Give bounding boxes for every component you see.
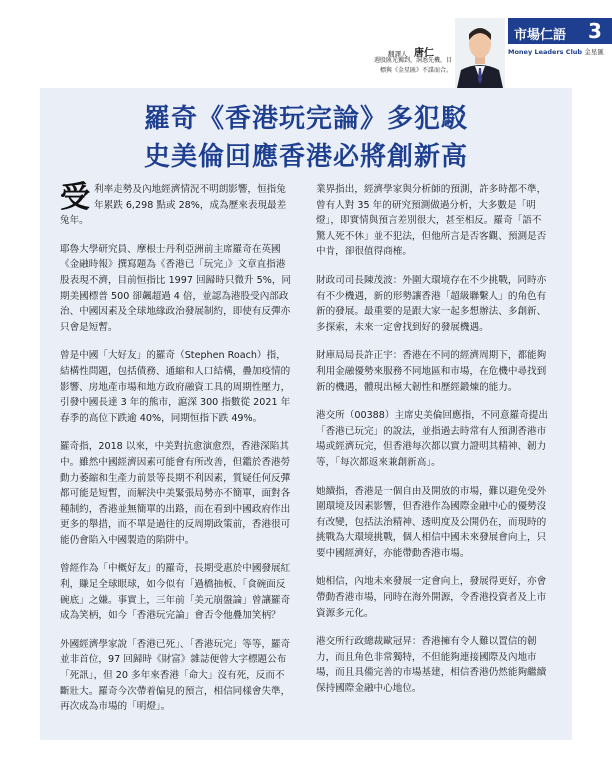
paragraph: 曾經作為「中概好友」的羅奇，長期受惠於中國發展紅利，賺足全球眼球，如今似有「過橋抽板、「食碗面反碗底」之嫌。事實上，三年前「美元崩盤論」曾讓羅奇成為笑柄，如今「香港玩完論」會否令他疊加笑柄？ [60, 563, 291, 622]
page-number: 3 [588, 19, 602, 43]
title-line-1: 羅奇《香港玩完論》多犯駁 [143, 104, 468, 134]
author-photo [455, 18, 505, 88]
bio-line: 週股匯光獨到，洞悉先機，目 [373, 57, 452, 64]
paragraph: 外國經濟學家說「香港已死」、「香港玩完」等等，羅奇並非首位，97 回歸時《財富》雜誌便曾大字標題公布「死訊」，但 20 多年來香港「命大」沒有死，反而不斷壯大。羅奇今次帶着偏見的預言，相信同樣會失準，再次成為市場的「明燈」。 [60, 638, 291, 713]
paragraph: 港交所（00388）主席史美倫回應指，不同意羅奇提出「香港已玩完」的說法，並指過去時常有人預測香港市場或經濟玩完，但香港每次都以實力證明其精神、韌力等，「每次都返來兼創新高」。 [316, 410, 548, 468]
paragraph: 她續指，香港是一個自由及開放的市場，難以避免受外圍環境及因素影響，但香港作為國際金融中心的優勢沒有改變，包括法治精神、透明度及公開仍在，而現時的挑戰為大環境挑戰，個人相信中國未來發展會向上，只要中國經濟好，亦能帶動香港市場。 [316, 485, 547, 559]
paragraph: 曾是中國「大好友」的羅奇（Stephen Roach）指，結構性問題，包括債務、通縮和人口結構，疊加疫情的影響、房地產市場和地方政府融資工具的周期性壓力，引發中國長達 3 年的熊市，滬深 300 指數從 2021 年春季的高位下跌逾 40%，同期恒指下跌 49%。 [60, 350, 291, 424]
paragraph: 業界指出，經濟學家與分析師的預測，許多時都不準，曾有人對 35 年的研究預測做過分析，大多數是「明燈」，即實情與預言差別很大，甚至相反。羅奇「語不驚人死不休」並不犯法，但他所言是否客觀、預測是否中肯，卻很值得商榷。 [316, 184, 547, 258]
translator-role: 翻譯人 [388, 50, 408, 58]
right-column [316, 182, 548, 710]
paragraph: 羅奇指，2018 以來，中美對抗愈演愈烈，香港深陷其中。雖然中國經濟因素可能會有所改善，但鑑於香港勞動力萎縮和生產力前景等長期不利因素，質疑任何反彈都可能是短暫，而解決中美緊張局勢亦不簡單，面對各種制約，香港並無簡單的出路，而在看到中國政府作出更多的舉措，而不單是過往的反周期政策前，香港很可能仍會陷入中國製造的陷阱中。 [60, 441, 291, 546]
title-line-2: 史美倫回應香港必將創新高 [143, 142, 468, 172]
paragraph [60, 182, 292, 229]
paragraph: 港交所行政總裁歐冠昇：香港擁有令人難以置信的韌力，而且角色非常獨特，不但能夠連接國際及內地市場，而且具備完善的市場基建，相信香港仍然能夠繼續保持國際金融中心地位。 [316, 636, 547, 695]
bio-line: 標與《金星匯》不謀而合。 [379, 67, 452, 74]
translator-bio [360, 56, 452, 76]
paragraph: 她相信，內地未來發展一定會向上，發展得更好，亦會帶動香港市場，同時在海外開源，令香港投資者及上市資源多元化。 [316, 576, 547, 619]
translator-name: 唐仁 [414, 48, 435, 59]
left-column [60, 182, 292, 728]
paragraph: 耶魯大學研究員、摩根士丹利亞洲前主席羅奇在英國《金融時報》撰寫題為《香港已「玩完」》文章直指港股表現不濟，目前恒指比 1997 回歸時只微升 5%，同期美國標普 500 卻飆超過 4 倍，並認為港股受內部政治、中國因素及全球地緣政治發展制約，即使有反彈亦只會是短暫。 [60, 243, 292, 333]
paragraph: 財政司司長陳茂波：外圍大環境存在不少挑戰，同時亦有不少機遇，新的形勢讓香港「超級聯繫人」的角色有新的發展。最重要的是跟大家一起多想辦法、多創新、多探索，未來一定會找到好的發展機遇。 [316, 274, 547, 333]
club-name-cn: 金星匯 [584, 48, 604, 56]
drop-cap: 受 [60, 180, 90, 215]
paragraph-text: 利率走勢及內地經濟情況不明朗影響，恒指兔年累跌 6,298 點或 28%，成為歷來表現最差兔年。 [60, 184, 287, 227]
article-title [40, 100, 572, 176]
section-tab [508, 18, 612, 44]
section-title: 市場仁語 [514, 28, 567, 43]
page-header [0, 0, 612, 90]
paragraph: 財庫局局長許正宇：香港在不同的經濟周期下，都能夠利用金融優勢來服務不同地區和市場，在危機中尋找到新的機遇，體現出極大韌性和歷經鍛煉的能力。 [316, 350, 547, 393]
club-name [508, 47, 604, 56]
club-name-en: Money Leaders Club [508, 48, 583, 56]
